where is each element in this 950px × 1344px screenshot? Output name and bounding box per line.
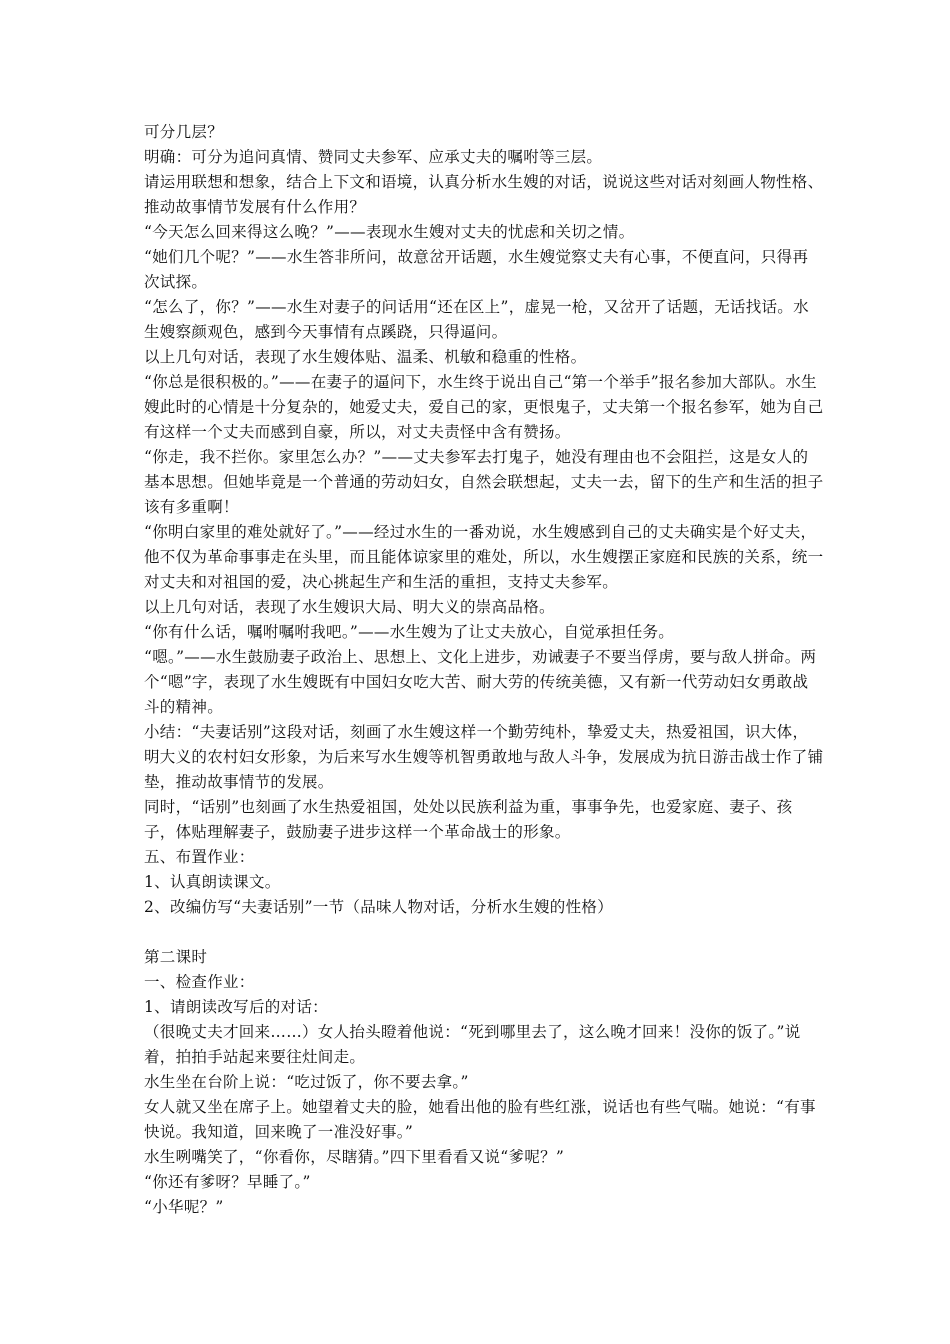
list-item: 2、改编仿写“夫妻话别”一节（品味人物对话，分析水生嫂的性格） [144, 898, 614, 916]
paragraph: “嗯。”——水生鼓励妻子政治上、思想上、文化上进步，劝诫妻子不要当俘虏，要与敌人拼命。两个“嗯”字，表现了水生嫂既有中国妇女吃大苦、耐大劳的传统美德，又有新一代劳动妇女勇敢战斗的精神。 [144, 648, 817, 716]
paragraph: “你有什么话，嘱咐嘱咐我吧。”——水生嫂为了让丈夫放心，自觉承担任务。 [144, 623, 675, 641]
paragraph: “你总是很积极的。”——在妻子的逼问下，水生终于说出自己“第一个举手”报名参加大部队。水生嫂此时的心情是十分复杂的，她爱丈夫，爱自己的家，更恨鬼子，丈夫第一个报名参军，她为自己有这样一个丈夫而感到自豪，所以，对丈夫责怪中含有赞扬。 [144, 373, 824, 441]
paragraph: 同时，“话别”也刻画了水生热爱祖国，处处以民族利益为重，事事争先，也爱家庭、妻子、孩子，体贴理解妻子，鼓励妻子进步这样一个革命战士的形象。 [144, 798, 793, 841]
paragraph: 水生咧嘴笑了，“你看你，尽瞎猜。”四下里看看又说“爹呢？” [144, 1148, 565, 1166]
paragraph: 以上几句对话，表现了水生嫂体贴、温柔、机敏和稳重的性格。 [144, 348, 587, 366]
paragraph: “小华呢？” [144, 1198, 224, 1216]
section-heading: 一、检查作业： [144, 973, 255, 991]
paragraph: “你还有爹呀？早睡了。” [144, 1173, 311, 1191]
list-item: 1、请朗读改写后的对话： [144, 998, 328, 1016]
paragraph: 可分几层？ [144, 123, 224, 141]
paragraph: （很晚丈夫才回来……）女人抬头瞪着他说：“死到哪里去了，这么晚才回来！没你的饭了。”说着，拍拍手站起来要往灶间走。 [144, 1023, 801, 1066]
section-heading: 第二课时 [144, 948, 208, 966]
paragraph: 水生坐在台阶上说：“吃过饭了，你不要去拿。” [144, 1073, 469, 1091]
blank-line [144, 920, 824, 945]
paragraph: 以上几句对话，表现了水生嫂识大局、明大义的崇高品格。 [144, 598, 555, 616]
paragraph: “你明白家里的难处就好了。”——经过水生的一番劝说，水生嫂感到自己的丈夫确实是个好丈夫，他不仅为革命事事走在头里，而且能体谅家里的难处，所以，水生嫂摆正家庭和民族的关系，统一对丈夫和对祖国的爱，决心挑起生产和生活的重担，支持丈夫参军。 [144, 523, 824, 591]
document-body [144, 120, 824, 1220]
paragraph: “她们几个呢？”——水生答非所问，故意岔开话题，水生嫂觉察丈夫有心事，不便直问，只得再次试探。 [144, 248, 809, 291]
paragraph: 女人就又坐在席子上。她望着丈夫的脸，她看出他的脸有些红涨，说话也有些气喘。她说：“有事快说。我知道，回来晚了一准没好事。” [144, 1098, 816, 1141]
paragraph: “怎么了，你？”——水生对妻子的问话用“还在区上”，虚晃一枪，又岔开了话题，无话找话。水生嫂察颜观色，感到今天事情有点蹊跷，只得逼问。 [144, 298, 809, 341]
paragraph: “今天怎么回来得这么晚？”——表现水生嫂对丈夫的忧虑和关切之情。 [144, 223, 635, 241]
paragraph: “你走，我不拦你。家里怎么办？”——丈夫参军去打鬼子，她没有理由也不会阻拦，这是女人的基本思想。但她毕竟是一个普通的劳动妇女，自然会联想起，丈夫一去，留下的生产和生活的担子该有多重啊！ [144, 448, 824, 516]
section-heading: 五、布置作业： [144, 848, 255, 866]
paragraph: 请运用联想和想象，结合上下文和语境，认真分析水生嫂的对话，说说这些对话对刻画人物性格、推动故事情节发展有什么作用？ [144, 173, 824, 216]
paragraph: 小结：“夫妻话别”这段对话，刻画了水生嫂这样一个勤劳纯朴，挚爱丈夫，热爱祖国，识大体，明大义的农村妇女形象，为后来写水生嫂等机智勇敢地与敌人斗争，发展成为抗日游击战士作了铺垫，推动故事情节的发展。 [144, 723, 824, 791]
paragraph: 明确：可分为追问真情、赞同丈夫参军、应承丈夫的嘱咐等三层。 [144, 148, 603, 166]
list-item: 1、认真朗读课文。 [144, 873, 281, 891]
